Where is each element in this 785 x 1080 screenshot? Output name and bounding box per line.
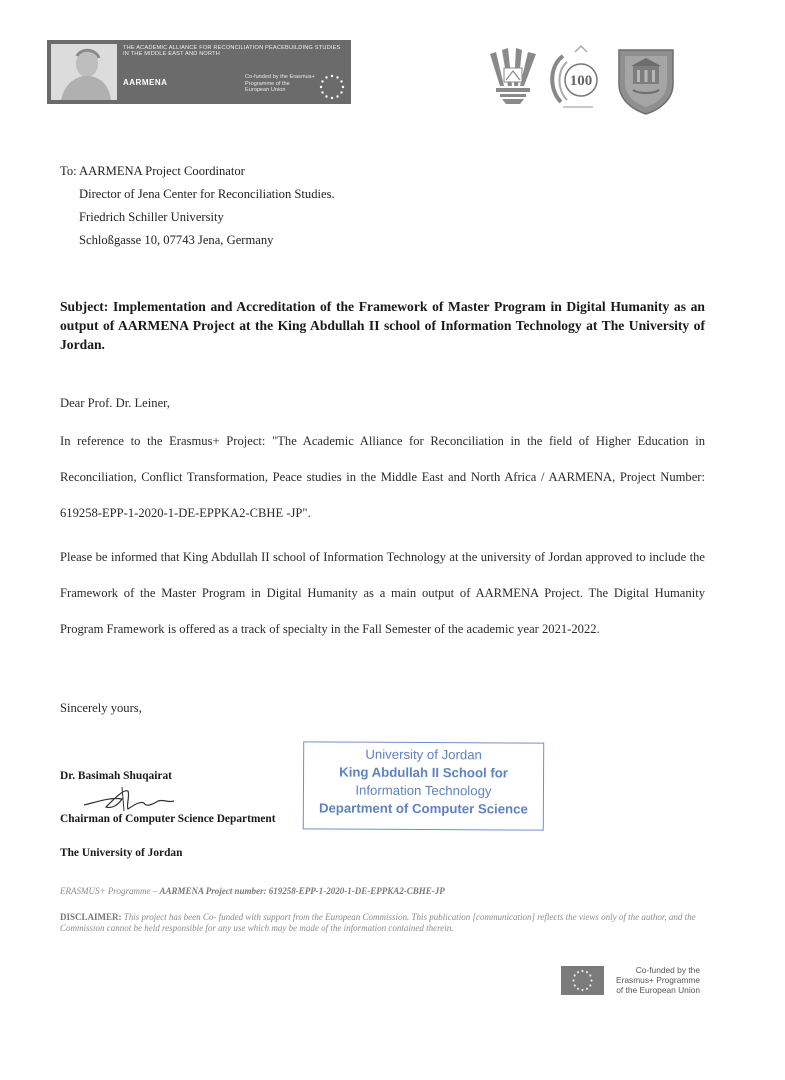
address-line: Director of Jena Center for Reconciliation Studies. [79, 187, 335, 201]
centenary-100-icon [547, 44, 607, 114]
closing: Sincerely yours, [60, 701, 142, 715]
recipient-address [79, 183, 335, 252]
eu-flag-icon [561, 966, 604, 995]
footer-project-line [60, 886, 720, 896]
eu-cofund-text: Co-funded by the Erasmus+ Programme of the European Union [615, 965, 700, 995]
university-seal-icon [613, 44, 679, 116]
stamp-line: King Abdullah II School for [339, 764, 508, 781]
banner-name: AARMENA [123, 78, 168, 87]
greeting: Dear Prof. Dr. Leiner, [60, 396, 170, 410]
body-paragraph-approval: Please be informed that King Abdullah II school of Information Technology at the university of Jordan approved to include the Framework of the Master Program in Digital Humanity as a main output of AARMENA Project. The Digital Humanity Program Framework is offered as a track of specialty in the Fall Semester of the academic year 2021-2022. [60, 550, 705, 636]
footer-programme: ERASMUS+ Programme – [60, 886, 160, 896]
banner-cofund-text: Co-funded by the Erasmus+ Programme of the European Union [245, 74, 315, 94]
signatory-name: Dr. Basimah Shuqairat [60, 770, 172, 782]
recipient-to: To: AARMENA Project Coordinator [60, 164, 245, 178]
body-paragraph-reference: In reference to the Erasmus+ Project: "The Academic Alliance for Reconciliation in the field of Higher Education in Reconciliation, Conflict Transformation, Peace studies in the Middle East and North Africa / AARMENA, Project Number: 619258-EPP-1-2020-1-DE-EPPKA2-CBHE -JP". [60, 434, 705, 520]
disclaimer [60, 912, 710, 934]
portrait-image [51, 44, 117, 100]
signatory-university: The University of Jordan [60, 847, 183, 859]
footer-project-number: AARMENA Project number: 619258-EPP-1-2020-1-DE-EPPKA2-CBHE-JP [159, 886, 445, 896]
disclaimer-label: DISCLAIMER: [60, 912, 122, 922]
address-line: Friedrich Schiller University [79, 210, 224, 224]
address-line: Schloßgasse 10, 07743 Jena, Germany [79, 233, 274, 247]
signatory-title: Chairman of Computer Science Department [60, 813, 276, 825]
aarmena-banner [47, 40, 351, 104]
department-stamp [303, 741, 544, 830]
university-crest-icon [482, 46, 544, 106]
stamp-line: Information Technology [355, 782, 492, 799]
stamp-line: Department of Computer Science [318, 800, 528, 817]
handwritten-signature [82, 783, 192, 813]
subject-line: Subject: Implementation and Accreditation of the Framework of Master Program in Digital Humanity as an output of AARMENA Project at the King Abdullah II school of Information Technology at The University of Jordan. [60, 299, 705, 352]
disclaimer-text: This project has been Co- funded with support from the European Commission. This publication [communication] reflects the views only of the author, and the Commission cannot be held responsible for any use which may be made of the information contained therein. [60, 912, 696, 933]
svg-text:100: 100 [569, 73, 593, 89]
stamp-line: University of Jordan [365, 746, 482, 763]
eu-stars-icon [317, 72, 347, 102]
banner-title: THE ACADEMIC ALLIANCE FOR RECONCILIATION PEACEBUILDING STUDIES IN THE MIDDLE EAST AND NORTH [123, 45, 341, 58]
